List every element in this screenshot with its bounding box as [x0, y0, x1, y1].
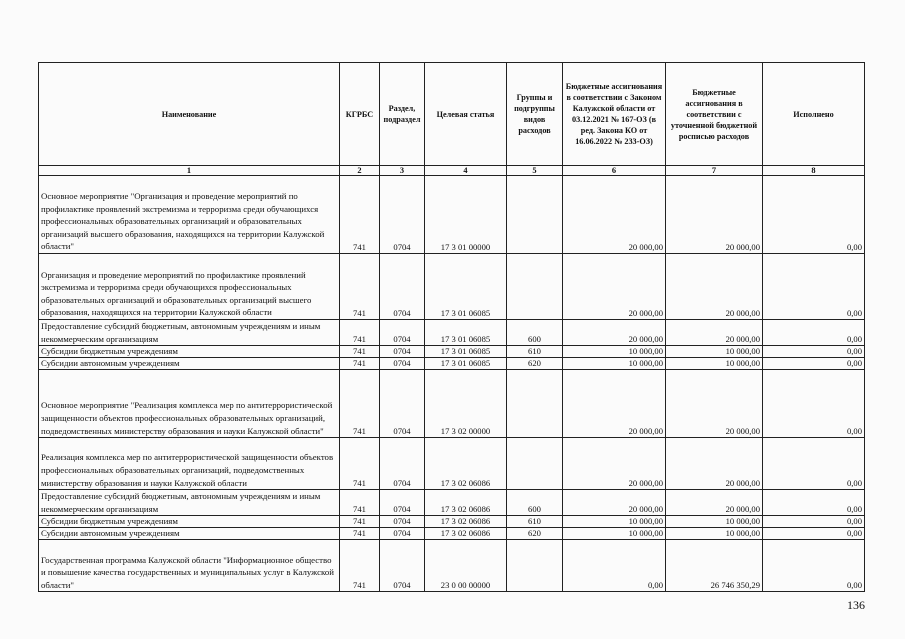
row-plan-allocation: 20 000,00 — [666, 490, 763, 516]
row-section: 0704 — [380, 254, 425, 320]
row-target-article: 17 3 02 06086 — [425, 516, 507, 528]
row-section: 0704 — [380, 358, 425, 370]
row-kgrbs: 741 — [340, 358, 380, 370]
row-target-article: 17 3 01 06085 — [425, 346, 507, 358]
row-executed: 0,00 — [763, 540, 865, 592]
row-target-article: 17 3 01 06085 — [425, 358, 507, 370]
row-plan-allocation: 10 000,00 — [666, 346, 763, 358]
row-section: 0704 — [380, 490, 425, 516]
budget-execution-table — [38, 62, 865, 592]
row-expense-group: 610 — [507, 516, 563, 528]
header-executed: Исполнено — [763, 63, 865, 166]
table-row — [39, 490, 865, 516]
row-executed: 0,00 — [763, 358, 865, 370]
row-executed: 0,00 — [763, 528, 865, 540]
row-target-article: 17 3 01 00000 — [425, 176, 507, 254]
row-kgrbs: 741 — [340, 438, 380, 490]
row-expense-group — [507, 254, 563, 320]
row-name: Субсидии автономным учреждениям — [39, 358, 340, 370]
row-plan-allocation: 10 000,00 — [666, 528, 763, 540]
table-row — [39, 254, 865, 320]
row-law-allocation: 10 000,00 — [563, 516, 666, 528]
row-section: 0704 — [380, 438, 425, 490]
row-plan-allocation: 26 746 350,29 — [666, 540, 763, 592]
header-row — [39, 63, 865, 166]
column-number: 5 — [507, 166, 563, 176]
row-target-article: 23 0 00 00000 — [425, 540, 507, 592]
column-number: 3 — [380, 166, 425, 176]
row-expense-group — [507, 540, 563, 592]
table-row — [39, 528, 865, 540]
row-plan-allocation: 20 000,00 — [666, 370, 763, 438]
row-kgrbs: 741 — [340, 346, 380, 358]
row-section: 0704 — [380, 540, 425, 592]
row-name: Основное мероприятие "Реализация комплекса мер по антитеррористической защищенности объектов профессиональных образовательных организаций, подведомственных министерству образования и науки Калужской области" — [39, 370, 340, 438]
row-law-allocation: 0,00 — [563, 540, 666, 592]
row-kgrbs: 741 — [340, 516, 380, 528]
row-kgrbs: 741 — [340, 490, 380, 516]
row-name: Государственная программа Калужской области "Информационное общество и повышение качества государственных и муниципальных услуг в Калужской области" — [39, 540, 340, 592]
row-law-allocation: 20 000,00 — [563, 490, 666, 516]
row-section: 0704 — [380, 370, 425, 438]
row-executed: 0,00 — [763, 254, 865, 320]
row-expense-group: 610 — [507, 346, 563, 358]
row-plan-allocation: 20 000,00 — [666, 176, 763, 254]
row-law-allocation: 10 000,00 — [563, 528, 666, 540]
header-law-allocation: Бюджетные ассигнования в соответствии с Законом Калужской области от 03.12.2021 № 167-ОЗ (в ред. Закона КО от 16.06.2022 № 233-ОЗ) — [563, 63, 666, 166]
column-number-row — [39, 166, 865, 176]
row-expense-group: 620 — [507, 358, 563, 370]
table-row — [39, 540, 865, 592]
row-section: 0704 — [380, 346, 425, 358]
row-plan-allocation: 20 000,00 — [666, 438, 763, 490]
page-number: 136 — [847, 598, 865, 612]
row-target-article: 17 3 02 00000 — [425, 370, 507, 438]
row-name: Субсидии бюджетным учреждениям — [39, 516, 340, 528]
row-plan-allocation: 10 000,00 — [666, 358, 763, 370]
row-section: 0704 — [380, 176, 425, 254]
column-number: 1 — [39, 166, 340, 176]
table-row — [39, 516, 865, 528]
row-name: Предоставление субсидий бюджетным, автономным учреждениям и иным некоммерческим организациям — [39, 320, 340, 346]
table-row — [39, 438, 865, 490]
row-expense-group: 620 — [507, 528, 563, 540]
column-number: 6 — [563, 166, 666, 176]
column-number: 4 — [425, 166, 507, 176]
header-section: Раздел, подраздел — [380, 63, 425, 166]
row-name: Основное мероприятие "Организация и проведение мероприятий по профилактике проявлений экстремизма и терроризма среди обучающихся профессиональных образовательных организаций и образовательных организаций высшего образования, находящихся на территории Калужской области" — [39, 176, 340, 254]
header-plan-allocation: Бюджетные ассигнования в соответствии с уточненной бюджетной росписью расходов — [666, 63, 763, 166]
row-executed: 0,00 — [763, 370, 865, 438]
row-plan-allocation: 20 000,00 — [666, 320, 763, 346]
row-section: 0704 — [380, 528, 425, 540]
row-plan-allocation: 20 000,00 — [666, 254, 763, 320]
table-row — [39, 320, 865, 346]
row-expense-group — [507, 438, 563, 490]
row-law-allocation: 20 000,00 — [563, 254, 666, 320]
row-target-article: 17 3 02 06086 — [425, 528, 507, 540]
row-name: Реализация комплекса мер по антитеррористической защищенности объектов профессиональных образовательных организаций, подведомственных министерству образования и науки Калужской области — [39, 438, 340, 490]
column-number: 7 — [666, 166, 763, 176]
header-expense-group: Группы и подгруппы видов расходов — [507, 63, 563, 166]
row-section: 0704 — [380, 320, 425, 346]
row-kgrbs: 741 — [340, 528, 380, 540]
row-kgrbs: 741 — [340, 254, 380, 320]
row-section: 0704 — [380, 516, 425, 528]
table-row — [39, 370, 865, 438]
row-target-article: 17 3 01 06085 — [425, 320, 507, 346]
row-target-article: 17 3 02 06086 — [425, 438, 507, 490]
row-law-allocation: 20 000,00 — [563, 438, 666, 490]
row-law-allocation: 20 000,00 — [563, 176, 666, 254]
row-executed: 0,00 — [763, 176, 865, 254]
row-plan-allocation: 10 000,00 — [666, 516, 763, 528]
row-expense-group: 600 — [507, 490, 563, 516]
row-kgrbs: 741 — [340, 176, 380, 254]
row-executed: 0,00 — [763, 516, 865, 528]
row-kgrbs: 741 — [340, 370, 380, 438]
table-row — [39, 346, 865, 358]
row-expense-group — [507, 370, 563, 438]
header-name: Наименование — [39, 63, 340, 166]
row-law-allocation: 10 000,00 — [563, 358, 666, 370]
row-executed: 0,00 — [763, 346, 865, 358]
row-kgrbs: 741 — [340, 320, 380, 346]
row-expense-group: 600 — [507, 320, 563, 346]
row-target-article: 17 3 02 06086 — [425, 490, 507, 516]
row-law-allocation: 10 000,00 — [563, 346, 666, 358]
row-name: Субсидии бюджетным учреждениям — [39, 346, 340, 358]
column-number: 2 — [340, 166, 380, 176]
row-name: Предоставление субсидий бюджетным, автономным учреждениям и иным некоммерческим организациям — [39, 490, 340, 516]
row-law-allocation: 20 000,00 — [563, 320, 666, 346]
table-row — [39, 358, 865, 370]
row-executed: 0,00 — [763, 438, 865, 490]
header-kgrbs: КГРБС — [340, 63, 380, 166]
row-name: Субсидии автономным учреждениям — [39, 528, 340, 540]
row-expense-group — [507, 176, 563, 254]
header-target-article: Целевая статья — [425, 63, 507, 166]
row-law-allocation: 20 000,00 — [563, 370, 666, 438]
row-executed: 0,00 — [763, 320, 865, 346]
row-executed: 0,00 — [763, 490, 865, 516]
column-number: 8 — [763, 166, 865, 176]
table-row — [39, 176, 865, 254]
row-name: Организация и проведение мероприятий по профилактике проявлений экстремизма и терроризма среди обучающихся профессиональных образовательных организаций и образовательных организаций высшего образования, находящихся на территории Калужской области — [39, 254, 340, 320]
row-target-article: 17 3 01 06085 — [425, 254, 507, 320]
row-kgrbs: 741 — [340, 540, 380, 592]
